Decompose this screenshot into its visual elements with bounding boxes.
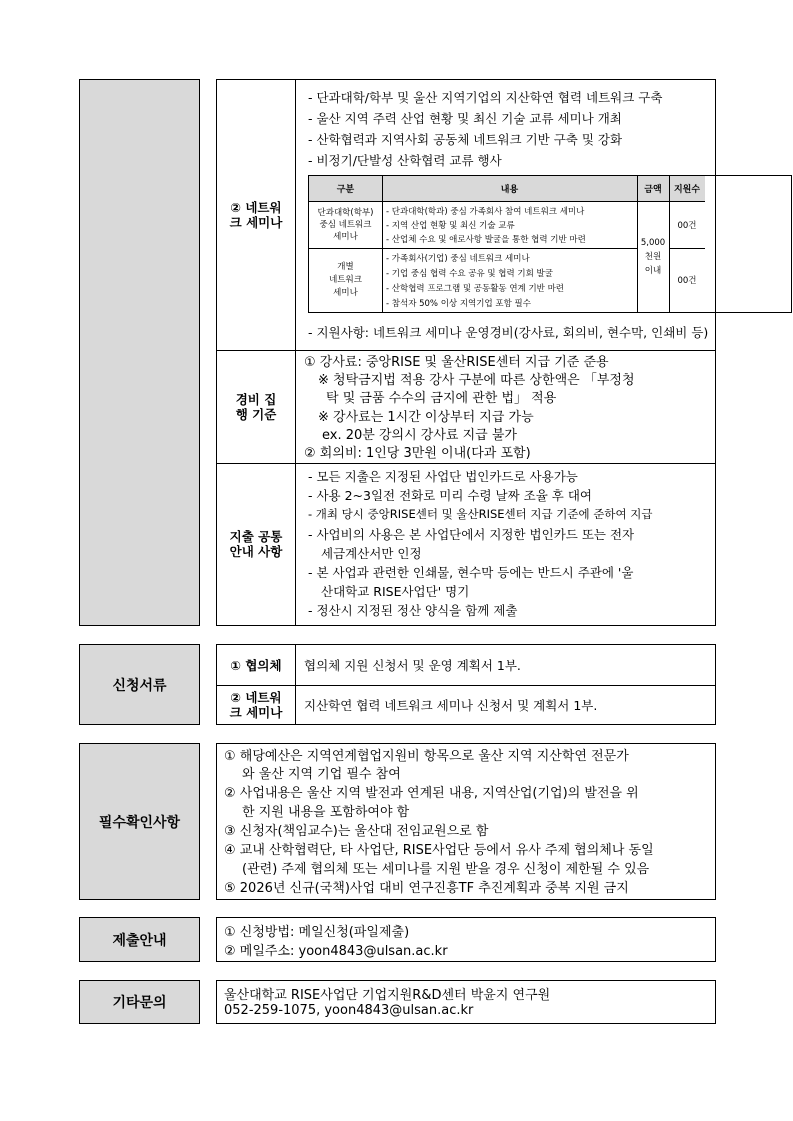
seminar-table <box>308 175 792 313</box>
section-label: 기타문의 <box>79 980 200 1024</box>
row1-content: - 단과대학(학과) 중심 가족회사 참여 네트워크 세미나 <box>386 207 585 217</box>
section-label: 신청서류 <box>79 644 200 725</box>
sublabel-common: 지출 공통 안내 사항 <box>217 463 296 625</box>
section-documents <box>79 644 716 725</box>
row2-content: - 산학협력 프로그램 및 공동활동 연계 기반 마련 <box>386 284 564 294</box>
section-submission <box>79 917 716 962</box>
row2-category: 개별 네트워크 세미나 <box>329 261 362 298</box>
th-category: 구분 <box>309 176 382 201</box>
section-checklist <box>79 743 716 900</box>
documents-content: ① 협의체 협의체 지원 신청서 및 운영 계획서 1부. ② 네트워크 세미나 지산학연 협력 네트워크 세미나 신청서 및 계획서 1부. <box>216 644 716 725</box>
row1-content: - 지역 산업 현황 및 최신 기술 교류 <box>386 221 515 231</box>
row1-category: 단과대학(학부) 중심 네트워크 세미나 <box>317 207 374 242</box>
amount: 5,000 천원 이내 <box>640 237 666 276</box>
th-count: 지원수 <box>669 176 705 201</box>
sublabel-expense: 경비 집행 기준 <box>217 350 296 463</box>
th-amount: 금액 <box>637 176 669 201</box>
row2-count: 00건 <box>677 276 697 286</box>
sublabel-network-seminar: ② 네트워크 세미나 <box>217 80 296 350</box>
contact-content: 울산대학교 RISE사업단 기업지원R&D센터 박윤지 연구원 052-259-1075, yoon4843@ulsan.ac.kr <box>216 980 716 1024</box>
bullet: - 단과대학/학부 및 울산 지역기업의 지산학연 협력 네트워크 구축 <box>308 90 663 105</box>
support-text: - 지원사항: 네트워크 세미나 운영경비(강사료, 회의비, 현수막, 인쇄비 등) <box>308 325 709 340</box>
submission-content: ① 신청방법: 메일신청(파일제출) ② 메일주소: yoon4843@ulsan.ac.kr <box>216 917 716 962</box>
row2-content: - 참석자 50% 이상 지역기업 포함 필수 <box>386 299 531 309</box>
row2-content: - 가족회사(기업) 중심 네트워크 세미나 <box>386 254 530 264</box>
th-content: 내용 <box>382 176 637 201</box>
common-content: - 모든 지출은 지정된 사업단 법인카드로 사용가능 - 사용 2~3일전 전화로 미리 수령 날짜 조율 후 대여 - 개최 당시 중앙RISE센터 및 울산RISE센터 지급 기준에 준하여 지급 - 사업비의 사용은 본 사업단에서 지정한 법인카드 또는 전자 세금계산서만 인정 - 본 사업과 관련한 인쇄물, 현수막 등에는 반드시 주관에 '울 산대학교 RISE사업단' 명기 - 정산시 지정된 정산 양식을 함께 제출 <box>308 469 653 618</box>
row1-content: - 산업체 수요 및 애로사항 발굴을 통한 협력 기반 마련 <box>386 235 586 245</box>
section-label: 제출안내 <box>79 917 200 962</box>
section-label-blank <box>79 79 200 626</box>
bullet: - 울산 지역 주력 산업 현황 및 최신 기술 교류 세미나 개최 <box>308 111 622 126</box>
sublabel-network-seminar: ② 네트워크 세미나 <box>217 685 296 724</box>
network-seminar-content <box>296 80 715 350</box>
section-contact <box>79 980 716 1024</box>
sublabel-council: ① 협의체 <box>217 645 296 685</box>
expense-content: ① 강사료: 중앙RISE 및 울산RISE센터 지급 기준 준용 ※ 청탁금지법 적용 강사 구분에 따른 상한액은 「부정청 탁 및 금품 수수의 금지에 관한 법」 적용 ※ 강사료는 1시간 이상부터 지급 가능 ex. 20분 강의시 강사료 지급 불가 ② 회의비: 1인당 3만원 이내(다과 포함) <box>304 355 635 461</box>
row2-content: - 기업 중심 협력 수요 공유 및 협력 기회 발굴 <box>386 269 553 279</box>
checklist-content: ① 해당예산은 지역연계협업지원비 항목으로 울산 지역 지산학연 전문가 와 울산 지역 기업 필수 참여 ② 사업내용은 울산 지역 발전과 연계된 내용, 지역산업(기업)의 발전을 위 한 지원 내용을 포함하여야 함 ③ 신청자(책임교수)는 울산대 전임교원으로 함 ④ 교내 산학협력단, 타 사업단, RISE사업단 등에서 유사 주제 협의체나 동일 (관련) 주제 협의체 또는 세미나를 지원 받을 경우 신청이 제한될 수 있음 ⑤ 2026년 신규(국책)사업 대비 연구진흥TF 추진계획과 중복 지원 금지 <box>216 743 716 900</box>
bullet: - 산학협력과 지역사회 공동체 네트워크 기반 구축 및 강화 <box>308 132 623 147</box>
section-label: 필수확인사항 <box>79 743 200 900</box>
section-content <box>216 79 716 626</box>
row1-count: 00건 <box>677 220 697 231</box>
bullet: - 비정기/단발성 산학협력 교류 행사 <box>308 153 502 168</box>
section-network <box>79 79 716 626</box>
